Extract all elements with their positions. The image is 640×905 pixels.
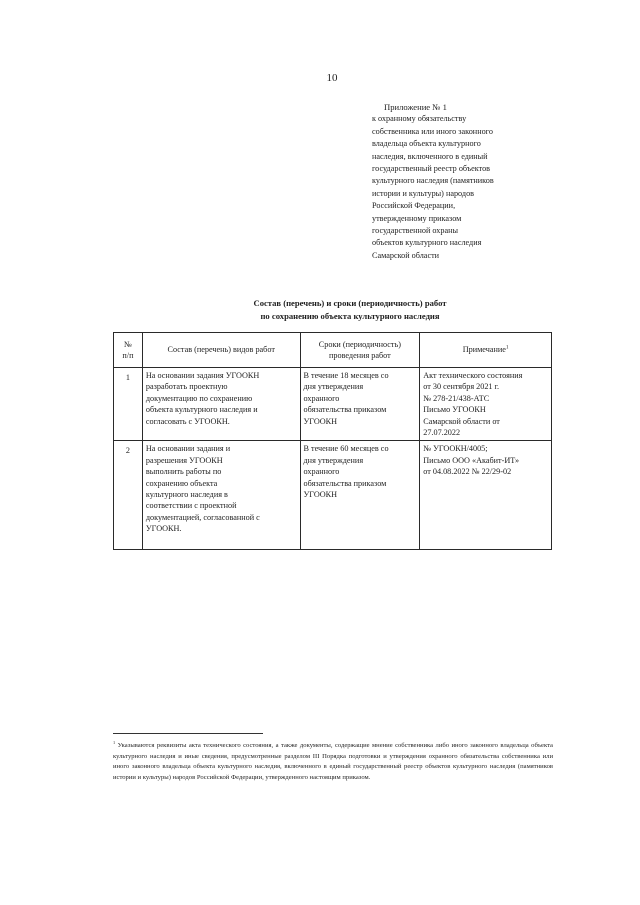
header-note-label: Примечание — [462, 345, 506, 355]
table-row — [114, 368, 552, 441]
note-cell-line: от 30 сентября 2021 г. — [423, 382, 500, 392]
note-cell-line: Самарской области от — [423, 416, 500, 426]
footnote-divider — [113, 733, 263, 734]
works-cell — [142, 368, 300, 441]
appendix-line: владельца объекта культурного — [372, 139, 481, 149]
header-works-label: Состав (перечень) видов работ — [167, 345, 275, 355]
title-line-1: Состав (перечень) и сроки (периодичность) работ — [253, 298, 447, 308]
appendix-block — [372, 101, 572, 262]
header-number-line-2: п/п — [122, 351, 134, 360]
works-cell-line: разрешения УГООКН — [145, 455, 223, 465]
header-works — [142, 333, 300, 368]
works-cell-line: выполнить работы по — [145, 467, 222, 477]
terms-cell-line: В течение 18 месяцев со — [303, 371, 389, 380]
works-cell-line: объекта культурного наследия и — [145, 405, 258, 415]
header-terms — [300, 333, 420, 368]
note-cell-line: Письмо УГООКН — [423, 405, 486, 415]
header-note-footnote-mark: 1 — [505, 344, 509, 351]
header-number — [114, 333, 143, 368]
appendix-line: к охранному обязательству — [372, 114, 467, 124]
note-cell-line: Акт технического состояния — [423, 371, 523, 380]
note-cell-line: от 04.08.2022 № 22/29-02 — [423, 467, 512, 477]
appendix-line: истории и культуры) народов — [372, 188, 475, 198]
appendix-line: наследия, включенного в единый — [372, 151, 488, 161]
works-cell — [142, 441, 300, 550]
footnote-mark: 1 — [113, 739, 116, 745]
title-line-2: по сохранению объекта культурного наследия — [260, 311, 440, 321]
works-cell-line: культурного наследия в — [145, 490, 228, 500]
note-cell-line: № 278-21/438-АТС — [423, 393, 490, 403]
terms-cell-line: дня утверждения — [303, 455, 364, 465]
appendix-line: Самарской области — [372, 250, 440, 260]
terms-cell-line: охранного — [303, 393, 340, 403]
table-row — [114, 441, 552, 550]
row-number: 1 — [114, 368, 143, 441]
header-number-line-1: № — [124, 339, 132, 349]
terms-cell-line: УГООКН — [303, 416, 338, 426]
works-cell-line: разработать проектную — [145, 382, 228, 392]
terms-cell-line: УГООКН — [303, 490, 338, 500]
document-title — [170, 297, 530, 323]
note-cell — [420, 368, 552, 441]
works-cell-line: На основании задания и — [145, 444, 231, 454]
note-cell-line: Письмо ООО «Акабит-ИТ» — [423, 455, 520, 465]
works-cell-line: соответствии с проектной — [145, 501, 237, 511]
appendix-line: государственной охраны — [372, 226, 458, 236]
terms-cell-line: обязательства приказом — [303, 405, 387, 415]
works-table — [113, 332, 552, 550]
terms-cell-line: В течение 60 месяцев со — [303, 444, 389, 454]
appendix-line: собственника или иного законного — [372, 126, 493, 136]
works-cell-line: УГООКН. — [145, 524, 182, 534]
footnote-text: Указываются реквизиты акта технического состояния, а также документы, содержащие мнение собственника либо иного законного владельца объекта культурного наследия и иные сведения, предусмотренные разделом III Порядка подготовки и утверждения охранного обязательства собственника или иного законного владельца объекта культурного наследия, включенного в единый государственный реестр объектов культурного наследия (памятников истории и культуры) народов Российской Федерации, утвержденного настоящим приказом. — [113, 742, 553, 781]
header-terms-line-1: Сроки (периодичность) — [318, 339, 401, 349]
appendix-line: объектов культурного наследия — [372, 238, 482, 248]
appendix-line: утвержденному приказом — [372, 213, 462, 223]
footnote — [113, 741, 553, 783]
page-number: 10 — [326, 72, 338, 84]
table-header-row — [114, 333, 552, 368]
terms-cell — [300, 441, 420, 550]
works-cell-line: согласовать с УГООКН. — [145, 416, 230, 426]
note-cell — [420, 441, 552, 550]
header-note — [420, 333, 552, 368]
appendix-line: Приложение № 1 — [384, 102, 447, 112]
note-cell-line: № УГООКН/4005; — [423, 444, 488, 454]
row-number: 2 — [114, 441, 143, 550]
terms-cell — [300, 368, 420, 441]
terms-cell-line: охранного — [303, 467, 340, 477]
terms-cell-line: обязательства приказом — [303, 478, 387, 488]
appendix-line: Российской Федерации, — [372, 201, 456, 211]
works-cell-line: На основании задания УГООКН — [145, 371, 260, 380]
terms-cell-line: дня утверждения — [303, 382, 364, 392]
appendix-line: культурного наследия (памятников — [372, 176, 494, 186]
works-cell-line: сохранению объекта — [145, 478, 218, 488]
works-cell-line: документацией, согласованной с — [145, 512, 260, 522]
appendix-line: государственный реестр объектов — [372, 164, 491, 174]
works-cell-line: документацию по сохранению — [145, 393, 253, 403]
header-terms-line-2: проведения работ — [329, 351, 391, 360]
note-cell-line: 27.07.2022 — [423, 428, 461, 438]
